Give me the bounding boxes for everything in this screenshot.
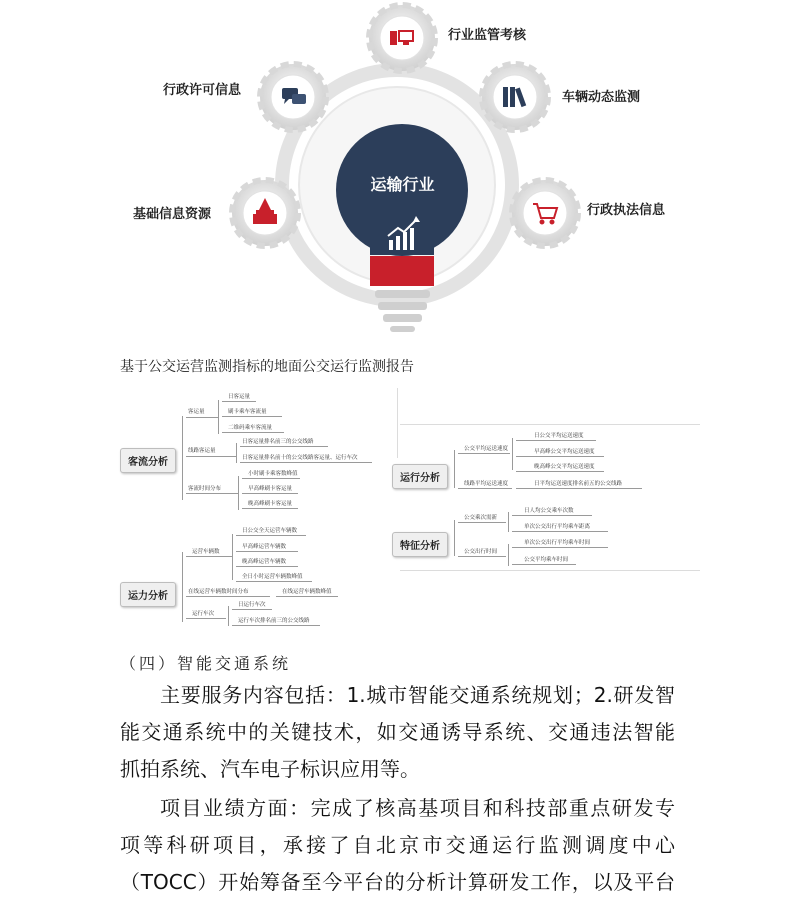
connector — [182, 416, 183, 500]
connector — [512, 515, 592, 516]
paragraph-line: 项目业绩方面：完成了核高基项目和科技部重点研发专 — [160, 796, 675, 820]
connector — [228, 606, 229, 626]
connector — [186, 556, 232, 557]
branch-label: 运营车辆数 — [192, 549, 220, 555]
label-basic-info: 基础信息资源 — [133, 207, 212, 222]
label-licensing: 行政许可信息 — [163, 83, 242, 98]
node-operation: 运行分析 — [392, 464, 448, 489]
leaf-label: 晚高峰刷卡客运量 — [248, 501, 293, 507]
connector — [238, 476, 239, 510]
leaf-label: 日客运量排名前三的公交线路 — [242, 439, 314, 445]
connector — [186, 618, 226, 619]
paragraph-line: 能交通系统中的关键技术，如交通诱导系统、交通违法智能 — [120, 720, 675, 744]
leaf-label: 早高峰运营车辆数 — [242, 544, 287, 550]
branch-label: 公交乘次需新 — [464, 515, 498, 521]
connector — [458, 453, 510, 454]
separator-line — [397, 388, 398, 458]
label-vehicle-monitoring: 车辆动态监测 — [562, 90, 641, 105]
node-passenger-flow: 客流分析 — [120, 448, 176, 473]
connector — [454, 450, 455, 488]
connector — [516, 471, 604, 472]
leaf-label: 日平均运送速度排名前五的公交线路 — [534, 481, 623, 487]
connector — [186, 417, 218, 418]
connector — [512, 547, 608, 548]
connector — [222, 432, 284, 433]
connector — [232, 625, 320, 626]
connector — [242, 508, 298, 509]
leaf-label: 二维码乘车客流量 — [228, 425, 273, 431]
branch-label: 客运量 — [188, 409, 205, 415]
leaf-label: 日公交全天运营车辆数 — [242, 528, 298, 534]
connector — [236, 535, 306, 536]
leaf-label: 公交平均乘车时间 — [524, 557, 569, 563]
gear-basic-info — [232, 180, 298, 246]
paragraph-line: （TOCC）开始筹备至今平台的分析计算研发工作，以及平台 — [120, 870, 675, 894]
connector — [458, 556, 506, 557]
leaf-label: 在线运营车辆数峰值 — [282, 589, 332, 595]
paragraph-line: 主要服务内容包括：1.城市智能交通系统规划；2.研发智 — [160, 683, 675, 707]
connector — [182, 552, 183, 622]
transport-industry-infographic — [0, 0, 794, 345]
connector — [218, 400, 219, 434]
leaf-label: 日运行车次 — [238, 602, 266, 608]
monitoring-mindmap — [110, 380, 700, 630]
connector — [508, 512, 509, 532]
branch-label: 线路平均运送速度 — [464, 481, 509, 487]
connector — [516, 440, 596, 441]
connector — [240, 462, 372, 463]
connector — [512, 438, 513, 470]
connector — [242, 478, 300, 479]
connector — [240, 446, 328, 447]
connector — [276, 596, 338, 597]
leaf-label: 日人均公交乘车次数 — [524, 508, 574, 514]
gear-enforcement — [512, 180, 578, 246]
leaf-label: 单次公交出行平均乘车距离 — [524, 524, 591, 530]
branch-label: 运行车次 — [192, 611, 215, 617]
gear-vehicle-monitoring — [482, 64, 548, 130]
paragraph-line: 抓拍系统、汽车电子标识应用等。 — [120, 757, 420, 781]
branch-label: 在线运营车辆数时间分布 — [188, 589, 249, 595]
paragraph-line: 项等科研项目，承接了自北京市交通运行监测调度中心 — [120, 833, 675, 857]
label-enforcement: 行政执法信息 — [587, 203, 666, 218]
leaf-label: 小时刷卡乘客数峰值 — [248, 471, 298, 477]
node-capacity: 运力分析 — [120, 582, 176, 607]
leaf-label: 单次公交出行平均乘车时间 — [524, 540, 591, 546]
connector — [512, 531, 608, 532]
connector — [236, 443, 237, 463]
connector — [222, 401, 256, 402]
connector — [232, 534, 233, 580]
gear-licensing — [260, 64, 326, 130]
label-supervision: 行业监管考核 — [448, 28, 527, 43]
leaf-label: 全日小时运营车辆数峰值 — [242, 574, 303, 580]
gear-supervision — [369, 5, 435, 71]
leaf-label: 日公交平均运送速度 — [534, 433, 584, 439]
leaf-label: 早高峰刷卡客运量 — [248, 486, 293, 492]
connector — [458, 522, 506, 523]
section-heading: （四）智能交通系统 — [120, 654, 292, 673]
leaf-label: 日客运量 — [228, 394, 251, 400]
connector — [236, 566, 298, 567]
branch-label: 公交出行时间 — [464, 549, 498, 555]
branch-label: 线路客运量 — [188, 448, 216, 454]
connector — [512, 564, 576, 565]
connector — [454, 520, 455, 556]
leaf-label: 刷卡乘车客流量 — [228, 409, 267, 415]
separator-line — [400, 424, 700, 425]
separator-line — [400, 570, 700, 571]
connector — [516, 488, 642, 489]
branch-label: 客流时间分布 — [188, 486, 222, 492]
connector — [516, 456, 604, 457]
leaf-label: 晚高峰运营车辆数 — [242, 559, 287, 565]
connector — [236, 551, 298, 552]
figure-caption: 基于公交运营监测指标的地面公交运行监测报告 — [120, 359, 414, 375]
connector — [222, 416, 282, 417]
leaf-label: 日客运量排名前十的公交线路客运量、运行车次 — [242, 455, 358, 461]
leaf-label: 早高峰公交平均运送速度 — [534, 449, 595, 455]
leaf-label: 运行车次排名前三的公交线路 — [238, 618, 310, 624]
center-title: 运输行业 — [370, 175, 435, 194]
node-characteristics: 特征分析 — [392, 532, 448, 557]
connector — [186, 493, 238, 494]
connector — [458, 488, 512, 489]
connector — [232, 609, 272, 610]
branch-label: 公交平均运送速度 — [464, 446, 509, 452]
connector — [186, 596, 270, 597]
connector — [242, 493, 298, 494]
connector — [508, 544, 509, 566]
connector — [186, 456, 236, 457]
leaf-label: 晚高峰公交平均运送速度 — [534, 464, 595, 470]
connector — [236, 581, 312, 582]
